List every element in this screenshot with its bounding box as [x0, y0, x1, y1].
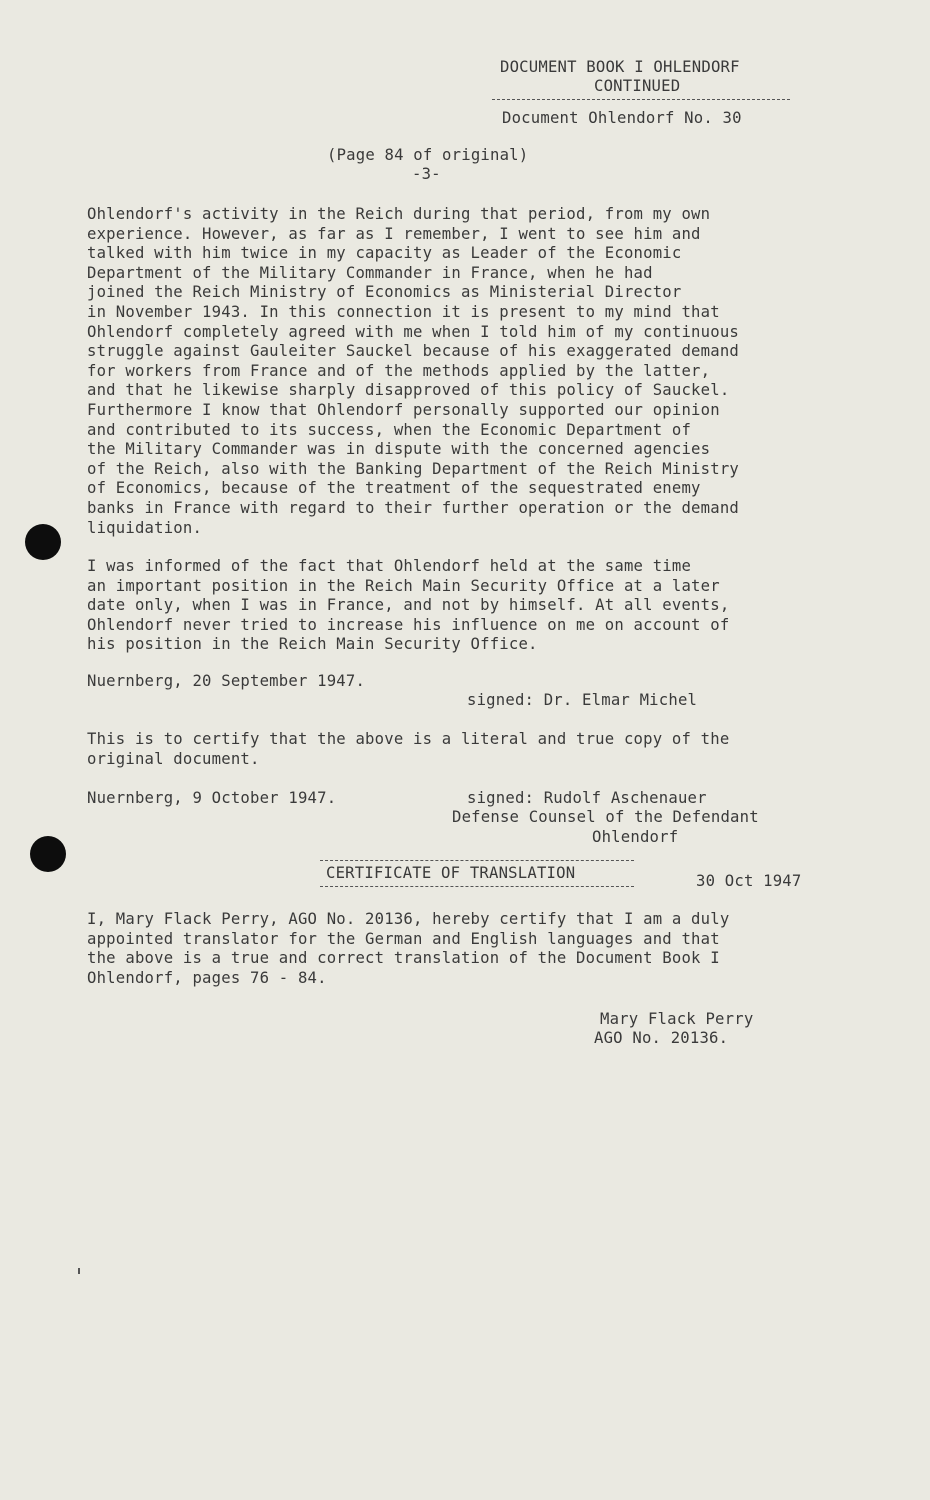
certificate-rule-bottom: [320, 886, 634, 887]
paragraph-line: the Military Commander was in dispute with the concerned agencies: [87, 440, 711, 459]
paragraph-line: experience. However, as far as I remember, I went to see him and: [87, 224, 701, 243]
signature-michel: signed: Dr. Elmar Michel: [467, 691, 698, 709]
paragraph-line: appointed translator for the German and English languages and that: [87, 929, 720, 948]
paragraph-line: banks in France with regard to their further operation or the demand: [87, 498, 739, 517]
place-date-2: Nuernberg, 9 October 1947.: [87, 789, 337, 807]
paragraph-line: original document.: [87, 749, 260, 768]
certificate-date: 30 Oct 1947: [696, 872, 802, 890]
ink-speck: [78, 1268, 80, 1274]
paragraph-line: liquidation.: [87, 518, 203, 537]
paragraph-2: [87, 557, 887, 655]
original-page-ref: (Page 84 of original): [327, 146, 529, 164]
paragraph-line: Ohlendorf never tried to increase his influence on me on account of: [87, 615, 730, 634]
paragraph-line: Ohlendorf, pages 76 - 84.: [87, 968, 327, 987]
paragraph-line: the above is a true and correct translation of the Document Book I: [87, 949, 720, 968]
paragraph-line: I was informed of the fact that Ohlendorf held at the same time: [87, 557, 692, 575]
signature-aschenauer: signed: Rudolf Aschenauer: [467, 789, 707, 807]
paragraph-line: and that he likewise sharply disapproved of this policy of Sauckel.: [87, 381, 730, 400]
paragraph-line: of Economics, because of the treatment of the sequestrated enemy: [87, 479, 701, 498]
paragraph-line: I, Mary Flack Perry, AGO No. 20136, hereby certify that I am a duly: [87, 910, 730, 928]
paragraph-line: Department of the Military Commander in France, when he had: [87, 263, 653, 282]
paragraph-line: struggle against Gauleiter Sauckel because of his exaggerated demand: [87, 342, 739, 361]
paragraph-line: Ohlendorf's activity in the Reich during that period, from my own: [87, 205, 711, 223]
certify-copy: [87, 730, 887, 769]
certificate-rule-top: [320, 860, 634, 861]
certificate-text: [87, 910, 887, 988]
paragraph-line: an important position in the Reich Main Security Office at a later: [87, 576, 720, 595]
paragraph-line: talked with him twice in my capacity as Leader of the Economic: [87, 244, 682, 263]
paragraph-line: Furthermore I know that Ohlendorf personally supported our opinion: [87, 400, 720, 419]
paragraph-line: joined the Reich Ministry of Economics as Ministerial Director: [87, 283, 682, 302]
translator-ago: AGO No. 20136.: [594, 1029, 729, 1047]
place-date: Nuernberg, 20 September 1947.: [87, 672, 366, 690]
counsel-title: Defense Counsel of the Defendant: [452, 808, 759, 826]
translator-name: Mary Flack Perry: [600, 1010, 754, 1028]
header-rule: [492, 99, 790, 100]
paragraph-line: of the Reich, also with the Banking Department of the Reich Ministry: [87, 459, 739, 478]
paragraph-line: for workers from France and of the methods applied by the latter,: [87, 361, 711, 380]
paragraph-line: Ohlendorf completely agreed with me when I told him of my continuous: [87, 322, 739, 341]
paragraph-line: and contributed to its success, when the Economic Department of: [87, 420, 692, 439]
paragraph-line: his position in the Reich Main Security Office.: [87, 635, 538, 654]
paragraph-line: date only, when I was in France, and not by himself. At all events,: [87, 596, 730, 615]
punch-hole-top: [25, 524, 61, 560]
paragraph-line: This is to certify that the above is a literal and true copy of the: [87, 730, 730, 748]
page-number: -3-: [412, 165, 441, 183]
punch-hole-bottom: [30, 836, 66, 872]
document-title: DOCUMENT BOOK I OHLENDORF: [500, 58, 740, 76]
paragraph-line: in November 1943. In this connection it is present to my mind that: [87, 302, 720, 321]
paragraph-1: [87, 205, 887, 538]
document-subtitle: CONTINUED: [594, 77, 681, 95]
document-number: Document Ohlendorf No. 30: [502, 109, 742, 127]
certificate-heading: CERTIFICATE OF TRANSLATION: [326, 864, 576, 882]
counsel-defendant: Ohlendorf: [592, 828, 679, 846]
